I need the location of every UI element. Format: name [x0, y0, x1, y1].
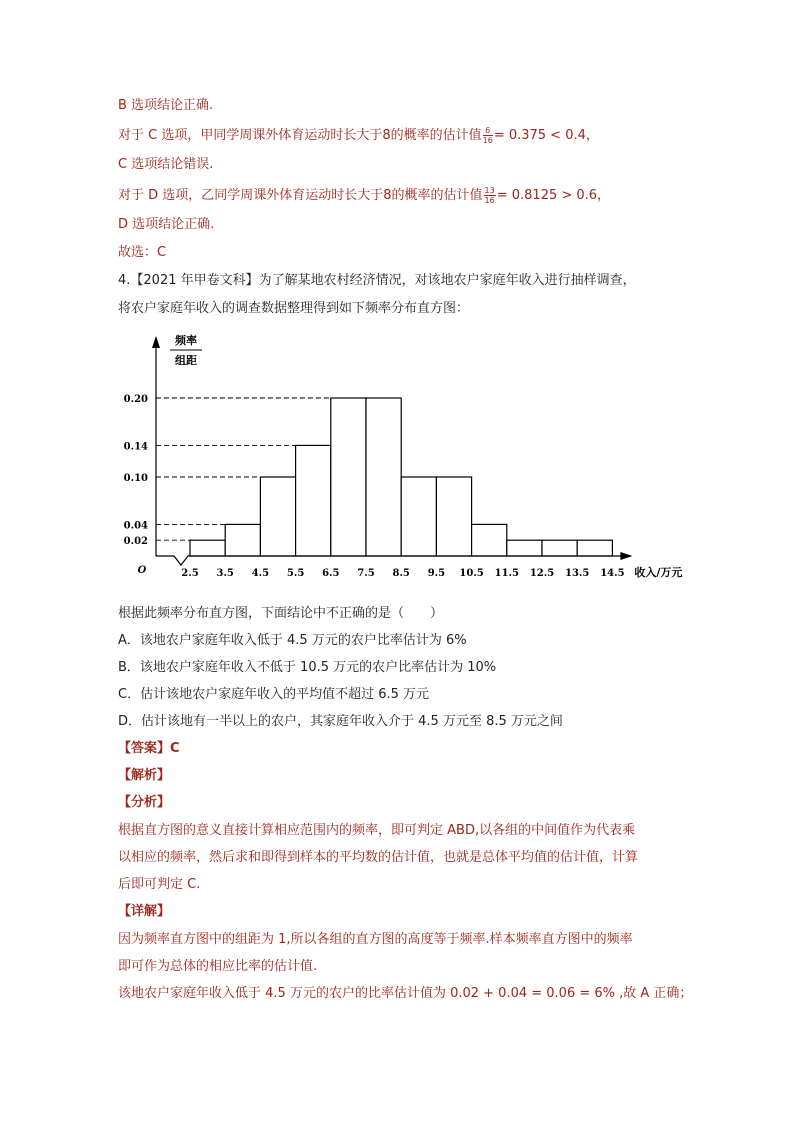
histogram-bar	[472, 524, 507, 556]
x-tick-label: 14.5	[600, 568, 625, 579]
y-axis-label-numerator: 频率	[175, 334, 197, 347]
x-axis-arrow	[620, 552, 632, 560]
question-line-2: 将农户家庭年收入的调查数据整理得到如下频率分布直方图：	[118, 301, 470, 316]
prev-answer: 故选：C	[118, 245, 167, 260]
fenxi-line: 以相应的频率，然后求和即得到样本的平均数的估计值，也就是总体平均值的估计值，计算	[118, 850, 639, 865]
x-tick-label: 13.5	[565, 568, 590, 579]
x-axis-label: 收入/万元	[634, 566, 683, 579]
c-fraction-den: 16	[482, 136, 493, 145]
histogram-bar	[401, 477, 436, 556]
d-conclusion: D 选项结论正确.	[118, 217, 215, 232]
histogram-bar	[577, 540, 612, 556]
option-b: B．该地农户家庭年收入不低于 10.5 万元的农户比率估计为 10%	[118, 660, 497, 675]
question-stem: 根据此频率分布直方图，下面结论中不正确的是（ ）	[118, 606, 444, 621]
d-fraction-num: 13	[484, 186, 495, 195]
histogram-bar	[436, 477, 471, 556]
histogram-bar	[225, 524, 260, 556]
histogram-bar	[296, 445, 331, 556]
x-tick-label: 7.5	[357, 568, 375, 579]
d-fraction	[484, 186, 496, 205]
x-tick-label: 12.5	[529, 568, 555, 579]
c-analysis-result: = 0.375 < 0.4，	[493, 128, 599, 143]
histogram-bar	[542, 540, 577, 556]
x-tick-label: 5.5	[286, 568, 305, 579]
y-tick-label: 0.14	[123, 441, 148, 453]
c-analysis-text: 对于 C 选项，甲同学周课外体育运动时长大于8的概率的估计值	[118, 128, 482, 143]
detail-line: 因为频率直方图中的组距为 1,所以各组的直方图的高度等于频率.样本频率直方图中的频率	[118, 932, 633, 947]
c-fraction-num: 6	[483, 126, 493, 136]
y-tick-label: 0.04	[123, 520, 148, 532]
x-tick-label: 6.5	[322, 568, 340, 579]
x-tick-label: 8.5	[392, 568, 410, 579]
detail-line: 即可作为总体的相应比率的估计值.	[118, 959, 318, 974]
c-conclusion: C 选项结论错误.	[118, 157, 214, 172]
fenxi-label: 【分析】	[118, 795, 171, 810]
y-tick-label: 0.10	[123, 473, 148, 484]
x-tick-label: 9.5	[427, 568, 446, 579]
histogram-bar	[507, 540, 542, 556]
question-line-1: 4.【2021 年甲卷文科】为了解某地农村经济情况，对该地农户家庭年收入进行抽样调查，	[118, 273, 636, 288]
frequency-histogram	[118, 328, 688, 584]
origin-label: O	[137, 565, 147, 576]
c-option-analysis	[118, 126, 599, 145]
option-d: D．估计该地有一半以上的农户，其家庭年收入介于 4.5 万元至 8.5 万元之间	[118, 714, 563, 729]
y-axis-arrow	[152, 336, 160, 348]
answer-label: 【答案】C	[118, 741, 180, 756]
y-axis-label-denominator: 组距	[175, 354, 197, 367]
histogram-bar	[331, 398, 366, 556]
detail-label: 【详解】	[118, 904, 171, 919]
d-analysis-text: 对于 D 选项，乙同学周课外体育运动时长大于8的概率的估计值	[118, 188, 483, 203]
fenxi-line: 后即可判定 C.	[118, 877, 201, 892]
c-fraction	[483, 126, 493, 145]
x-tick-label: 2.5	[181, 568, 199, 579]
d-option-analysis	[118, 186, 610, 205]
x-tick-label: 3.5	[216, 568, 234, 579]
b-conclusion: B 选项结论正确.	[118, 98, 214, 113]
d-analysis-result: = 0.8125 > 0.6，	[496, 188, 611, 203]
histogram-bar	[190, 540, 225, 556]
d-fraction-den: 16	[484, 196, 495, 205]
y-tick-label: 0.02	[123, 536, 148, 548]
x-tick-label: 10.5	[459, 568, 484, 579]
histogram-bar	[260, 477, 295, 556]
option-c: C．估计该地农户家庭年收入的平均值不超过 6.5 万元	[118, 687, 430, 702]
fenxi-line: 根据直方图的意义直接计算相应范围内的频率，即可判定 ABD,以各组的中间值作为代表乘	[118, 823, 636, 838]
x-tick-label: 11.5	[494, 568, 519, 579]
x-tick-label: 4.5	[251, 568, 270, 579]
detail-line: 该地农户家庭年收入低于 4.5 万元的农户的比率估计值为 0.02 + 0.04 = 0.06 = 6% ,故 A 正确；	[118, 986, 693, 1001]
histogram-bar	[366, 398, 401, 556]
x-axis	[156, 556, 630, 565]
analysis-label: 【解析】	[118, 768, 171, 783]
option-a: A．该地农户家庭年收入低于 4.5 万元的农户比率估计为 6%	[118, 633, 467, 648]
y-tick-label: 0.20	[123, 394, 148, 405]
